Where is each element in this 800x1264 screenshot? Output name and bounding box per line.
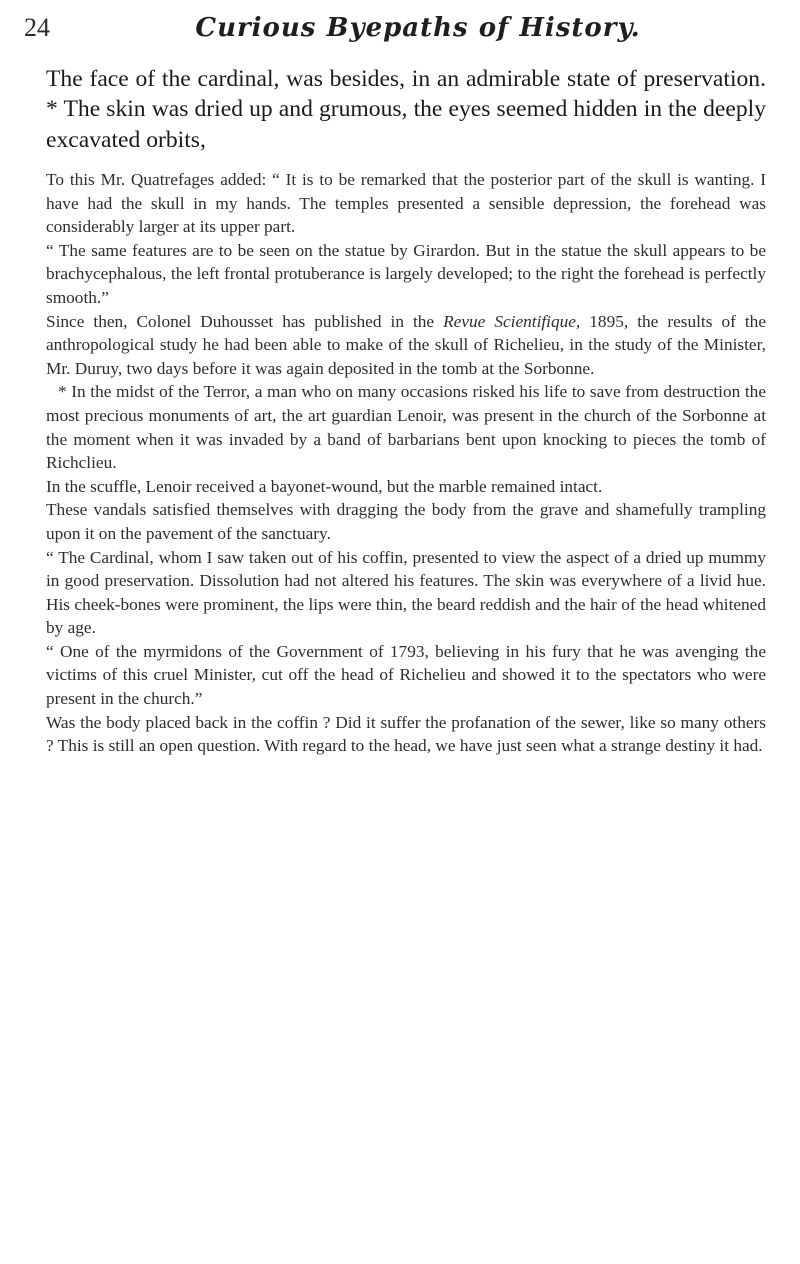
journal-title: Revue Scientifique, [443, 311, 581, 331]
running-title: Curious Byepaths of History. [195, 13, 641, 43]
note-paragraph-girardon: “ The same features are to be seen on the statue by Girardon. But in the statue the skull appears to be brachycephalous, the left frontal protuberance is largely developed; to the right the forehead is perfectly smooth.” [46, 240, 766, 307]
note-paragraph-vandals: These vandals satisfied themselves with dragging the body from the grave and shamefully trampling upon it on the pavement of the sanctuary. [46, 500, 766, 543]
note-text-after: 1895, the results of the anthropological study he had been able to make of the skull of Richelieu, in the study of the Minister, Mr. Duruy, two days before it was again deposited in the tomb at the Sorbonne. [46, 311, 766, 378]
note-paragraph-coffin-question: Was the body placed back in the coffin ? Did it suffer the profanation of the sewer, like so many others ? This is still an open question. With regard to the head, we have just seen what a strange destiny it had. [46, 712, 766, 756]
note-text-before: Since then, Colonel Duhousset has published in the [46, 311, 444, 331]
page-header [24, 8, 776, 48]
lead-paragraph: The face of the cardinal, was besides, in an admirable state of preservation. * The skin was dried up and grumous, the eyes seemed hidden in the deeply excavated orbits, [46, 66, 766, 153]
footnote-terror: * In the midst of the Terror, a man who on many occasions risked his life to save from destruction the most precious monuments of art, the art guardian Lenoir, was present in the church of the Sorbonne at the moment when it was invaded by a band of barbarians bent upon knocking to pieces the tomb of Richclieu. [46, 382, 766, 473]
notes-block [46, 168, 766, 758]
note-paragraph-myrmidons: “ One of the myrmidons of the Government of 1793, believing in his fury that he was avenging the victims of this cruel Minister, cut off the head of Richelieu and showed it to the spectators who were present in the church.” [46, 641, 766, 709]
note-paragraph-scuffle: In the scuffle, Lenoir received a bayonet-wound, but the marble remained intact. [46, 476, 603, 496]
note-paragraph-cardinal-quote: “ The Cardinal, whom I saw taken out of his coffin, presented to view the aspect of a dried up mummy in good preservation. Dissolution had not altered his features. The skin was everywhere of a livid hue. His cheek-bones were prominent, the lips were thin, the beard reddish and the hair of the head whitened by age. [46, 547, 766, 638]
note-paragraph-duhousset [46, 310, 766, 381]
note-paragraph-quatrefages: To this Mr. Quatrefages added: “ It is to be remarked that the posterior part of the skull is wanting. I have had the skull in my hands. The temples presented a sensible depression, the forehead was considerably larger at its upper part. [46, 170, 766, 237]
page-number: 24 [24, 13, 50, 42]
